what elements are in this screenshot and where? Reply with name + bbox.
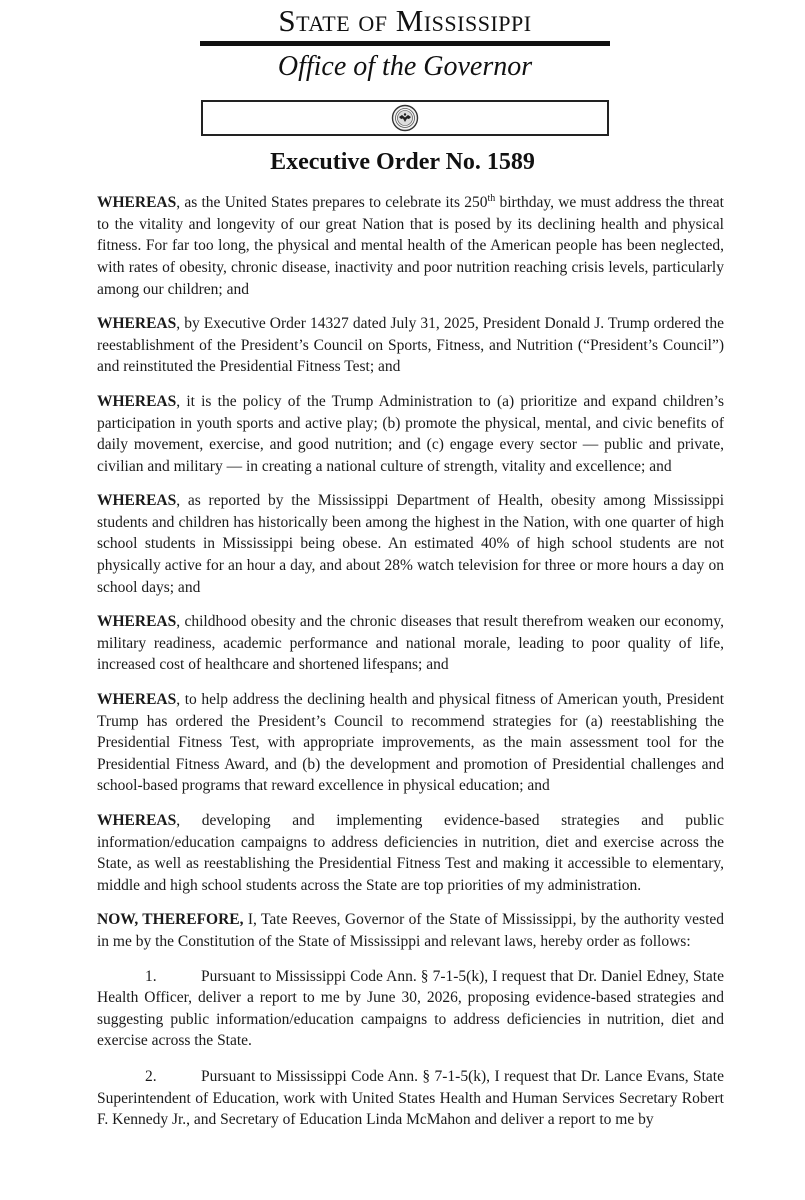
paragraph-text: I, Tate Reeves, Governor of the State of Mississippi, by the authority vested in me by the Constitution of the State of Mississippi and relevant laws, hereby order as follows: <box>97 911 725 950</box>
paragraph-text: , it is the policy of the Trump Administration to (a) prioritize and expand children’s participation in youth sports and active play; (b) promote the physical, mental, and civic benefits of daily movement, exercise, and good nutrition; and (c) engage every sector — public and private, civilian and military — in creating a national culture of strength, vitality and excellence; and <box>97 392 724 475</box>
paragraph-text-part: birthday, we must address the threat to the vitality and longevity of our great Nation that is posed by its declining health and physical fitness. For far too long, the physical and mental health of the American people has been neglected, with rates of obesity, chronic disease, inactivity and poor nutrition reaching crisis levels, particularly among our children; and <box>97 194 724 298</box>
whereas-label: WHEREAS <box>97 812 177 829</box>
whereas-label: WHEREAS <box>97 194 177 212</box>
state-title: State of Mississippi <box>278 3 532 38</box>
whereas-paragraph-3 <box>97 391 724 477</box>
whereas-label: WHEREAS <box>97 492 177 510</box>
whereas-label: WHEREAS <box>97 315 177 333</box>
order-body <box>97 188 724 1145</box>
order-item-text: Pursuant to Mississippi Code Ann. § 7-1-5(k), I request that Dr. Lance Evans, State Superintendent of Education, work with United States Health and Human Services Secretary Robert F. Kennedy Jr., and Secretary of Education Linda McMahon and deliver a report to me by <box>97 1067 724 1129</box>
order-title: Executive Order No. 1589 <box>270 149 535 175</box>
now-therefore-label: NOW, THEREFORE, <box>97 911 244 929</box>
whereas-paragraph-1 <box>97 188 724 300</box>
order-item-2 <box>97 1066 724 1131</box>
office-title: Office of the Governor <box>277 51 533 82</box>
whereas-paragraph-4 <box>97 490 724 598</box>
whereas-paragraph-2 <box>97 313 724 378</box>
paragraph-text: , by Executive Order 14327 dated July 31, 2025, President Donald J. Trump ordered the reestablishment of the President’s Council on Sports, Fitness, and Nutrition (“President’s Council”) and reinstituted the Presidential Fitness Test; and <box>97 315 724 376</box>
ordinal-suffix: th <box>487 193 496 204</box>
whereas-label: WHEREAS <box>97 392 177 410</box>
order-item-number: 2. <box>145 1067 157 1085</box>
header-rule <box>200 41 610 46</box>
order-item-number: 1. <box>145 967 157 985</box>
seal-box <box>201 100 609 136</box>
paragraph-text-part: , as the United States prepares to celebrate its 250 <box>176 194 488 212</box>
paragraph-text: , childhood obesity and the chronic diseases that result therefrom weaken our economy, military readiness, academic performance and national morale, leading to poor quality of life, increased cost of healthcare and shortened lifespans; and <box>97 613 724 674</box>
whereas-paragraph-6 <box>97 689 724 797</box>
whereas-label: WHEREAS <box>97 613 177 631</box>
whereas-label: WHEREAS <box>97 691 177 709</box>
order-item-1 <box>97 966 724 1052</box>
order-item-text: Pursuant to Mississippi Code Ann. § 7-1-5(k), I request that Dr. Daniel Edney, State Health Officer, deliver a report to me by June 30, 2026, proposing evidence-based strategies and suggesting public information/education campaigns to address deficiencies in nutrition, diet and exercise across the State. <box>97 967 724 1050</box>
state-seal-icon <box>391 104 419 132</box>
now-therefore-paragraph <box>97 909 724 952</box>
whereas-paragraph-5 <box>97 611 724 676</box>
whereas-paragraph-7 <box>97 810 724 896</box>
paragraph-text: , as reported by the Mississippi Department of Health, obesity among Mississippi students and children has historically been among the highest in the Nation, with one quarter of high school students in Mississippi being obese. An estimated 40% of high school students are not physically active for an hour a day, and about 28% watch television for three or more hours a day on school days; and <box>97 492 724 596</box>
paragraph-text: , to help address the declining health and physical fitness of American youth, President Trump has ordered the President’s Council to recommend strategies for (a) reestablishing the Presidential Fitness Test, with appropriate improvements, as the main assessment tool for the Presidential Fitness Award, and (b) the development and promotion of Presidential challenges and school-based programs that reward excellence in physical education; and <box>97 691 724 795</box>
paragraph-text: , developing and implementing evidence-based strategies and public information/education campaigns to address deficiencies in nutrition, diet and exercise across the State, as well as reestablishing the Presidential Fitness Test and making it accessible to elementary, middle and high school students across the State are top priorities of my administration. <box>97 812 724 894</box>
